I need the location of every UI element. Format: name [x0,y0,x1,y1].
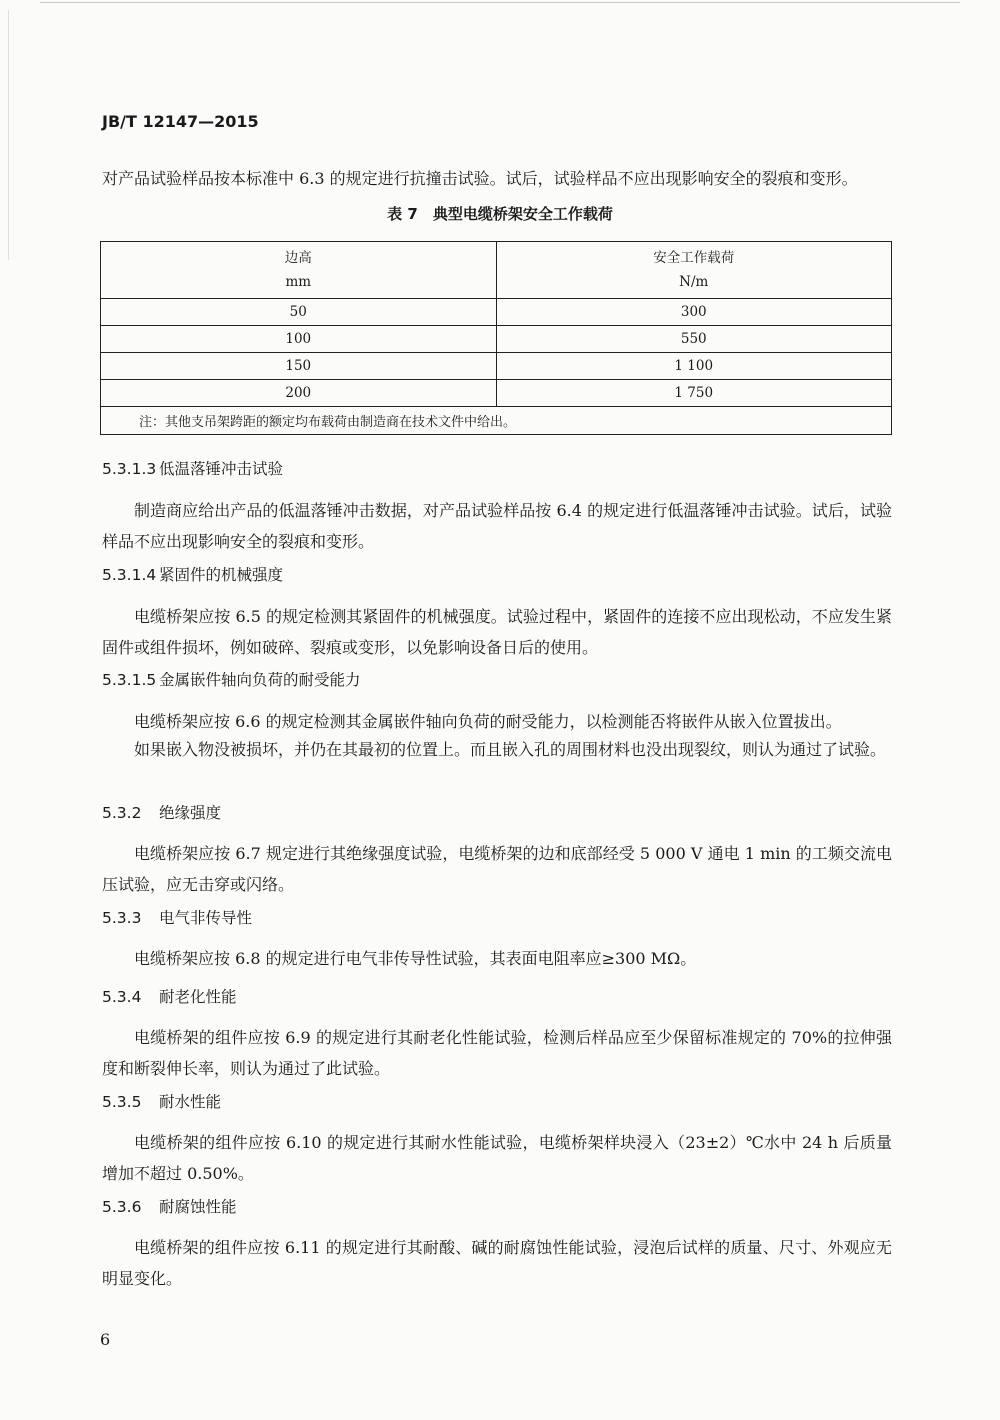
section-body: 电缆桥架的组件应按 6.11 的规定进行其耐酸、碱的耐腐蚀性能试验，浸泡后试样的质量、尺寸、外观应无明显变化。 [102,1238,892,1288]
table-cell-edge-height: 150 [101,353,497,380]
table-cell-edge-height: 50 [101,299,497,326]
table-cell-load: 1 750 [496,380,892,407]
section-number: 5.3.1.5 [102,671,157,689]
table-title: 表 7 典型电缆桥架安全工作载荷 [387,205,613,223]
col1-name: 边高 [284,250,312,266]
load-table [100,241,892,435]
section-title: 绝缘强度 [159,804,222,822]
section-heading [102,906,252,928]
section-heading [102,457,283,479]
section-number: 5.3.2 [102,804,142,822]
col1-unit: mm [285,274,312,290]
section-title: 电气非传导性 [159,909,253,927]
table-cell-edge-height: 200 [101,380,497,407]
section-title: 耐腐蚀性能 [159,1198,237,1216]
table-header-edge-height [101,242,497,299]
section-heading [102,668,361,690]
section-title: 耐水性能 [159,1093,222,1111]
section-body: 制造商应给出产品的低温落锤冲击数据，对产品试验样品按 6.4 的规定进行低温落锤冲击试验。试后，试验样品不应出现影响安全的裂痕和变形。 [102,501,892,551]
col2-name: 安全工作载荷 [653,250,735,266]
section-body: 电缆桥架应按 6.6 的规定检测其金属嵌件轴向负荷的耐受能力，以检测能否将嵌件从嵌入位置拔出。 [134,712,842,731]
section-number: 5.3.5 [102,1093,142,1111]
table-row [101,353,892,380]
section-heading [102,1195,237,1217]
section-number: 5.3.4 [102,988,142,1006]
section-number: 5.3.1.3 [102,460,157,478]
table-cell-load: 300 [496,299,892,326]
table-cell-load: 550 [496,326,892,353]
table-row [101,326,892,353]
section-heading [102,801,221,823]
col2-unit: N/m [679,274,709,290]
section-number: 5.3.6 [102,1198,142,1216]
section-number: 5.3.3 [102,909,142,927]
table-row [101,380,892,407]
section-body: 电缆桥架应按 6.8 的规定进行电气非传导性试验，其表面电阻率应≥300 MΩ。 [134,949,697,968]
section-body: 电缆桥架的组件应按 6.10 的规定进行其耐水性能试验，电缆桥架样块浸入（23±2）℃水中 24 h 后质量增加不超过 0.50%。 [102,1133,892,1183]
section-heading [102,985,237,1007]
table-header-load [496,242,892,299]
section-title: 紧固件的机械强度 [159,566,284,584]
table-note: 注：其他支吊架跨距的额定均布载荷由制造商在技术文件中给出。 [101,407,892,435]
section-heading [102,1090,221,1112]
table-cell-edge-height: 100 [101,326,497,353]
section-body: 电缆桥架应按 6.5 的规定检测其紧固件的机械强度。试验过程中，紧固件的连接不应出现松动，不应发生紧固件或组件损坏，例如破碎、裂痕或变形，以免影响设备日后的使用。 [102,607,892,657]
table-note-row [101,407,892,435]
section-body-continued: 如果嵌入物没被损坏，并仍在其最初的位置上。而且嵌入孔的周围材料也没出现裂纹，则认为通过了试验。 [134,740,887,759]
section-title: 金属嵌件轴向负荷的耐受能力 [159,671,361,689]
section-title: 低温落锤冲击试验 [159,460,284,478]
section-body: 电缆桥架的组件应按 6.9 的规定进行其耐老化性能试验，检测后样品应至少保留标准规定的 70%的拉伸强度和断裂伸长率，则认为通过了此试验。 [102,1028,892,1078]
section-heading [102,563,283,585]
section-number: 5.3.1.4 [102,566,157,584]
intro-paragraph: 对产品试验样品按本标准中 6.3 的规定进行抗撞击试验。试后，试验样品不应出现影响安全的裂痕和变形。 [102,169,858,188]
section-body: 电缆桥架应按 6.7 规定进行其绝缘强度试验，电缆桥架的边和底部经受 5 000 V 通电 1 min 的工频交流电压试验，应无击穿或闪络。 [102,844,892,894]
page-number: 6 [100,1330,111,1349]
standard-code: JB/T 12147—2015 [102,112,259,131]
table-header-row [101,242,892,299]
top-border-line [40,2,960,3]
table-cell-load: 1 100 [496,353,892,380]
table-row [101,299,892,326]
section-title: 耐老化性能 [159,988,237,1006]
